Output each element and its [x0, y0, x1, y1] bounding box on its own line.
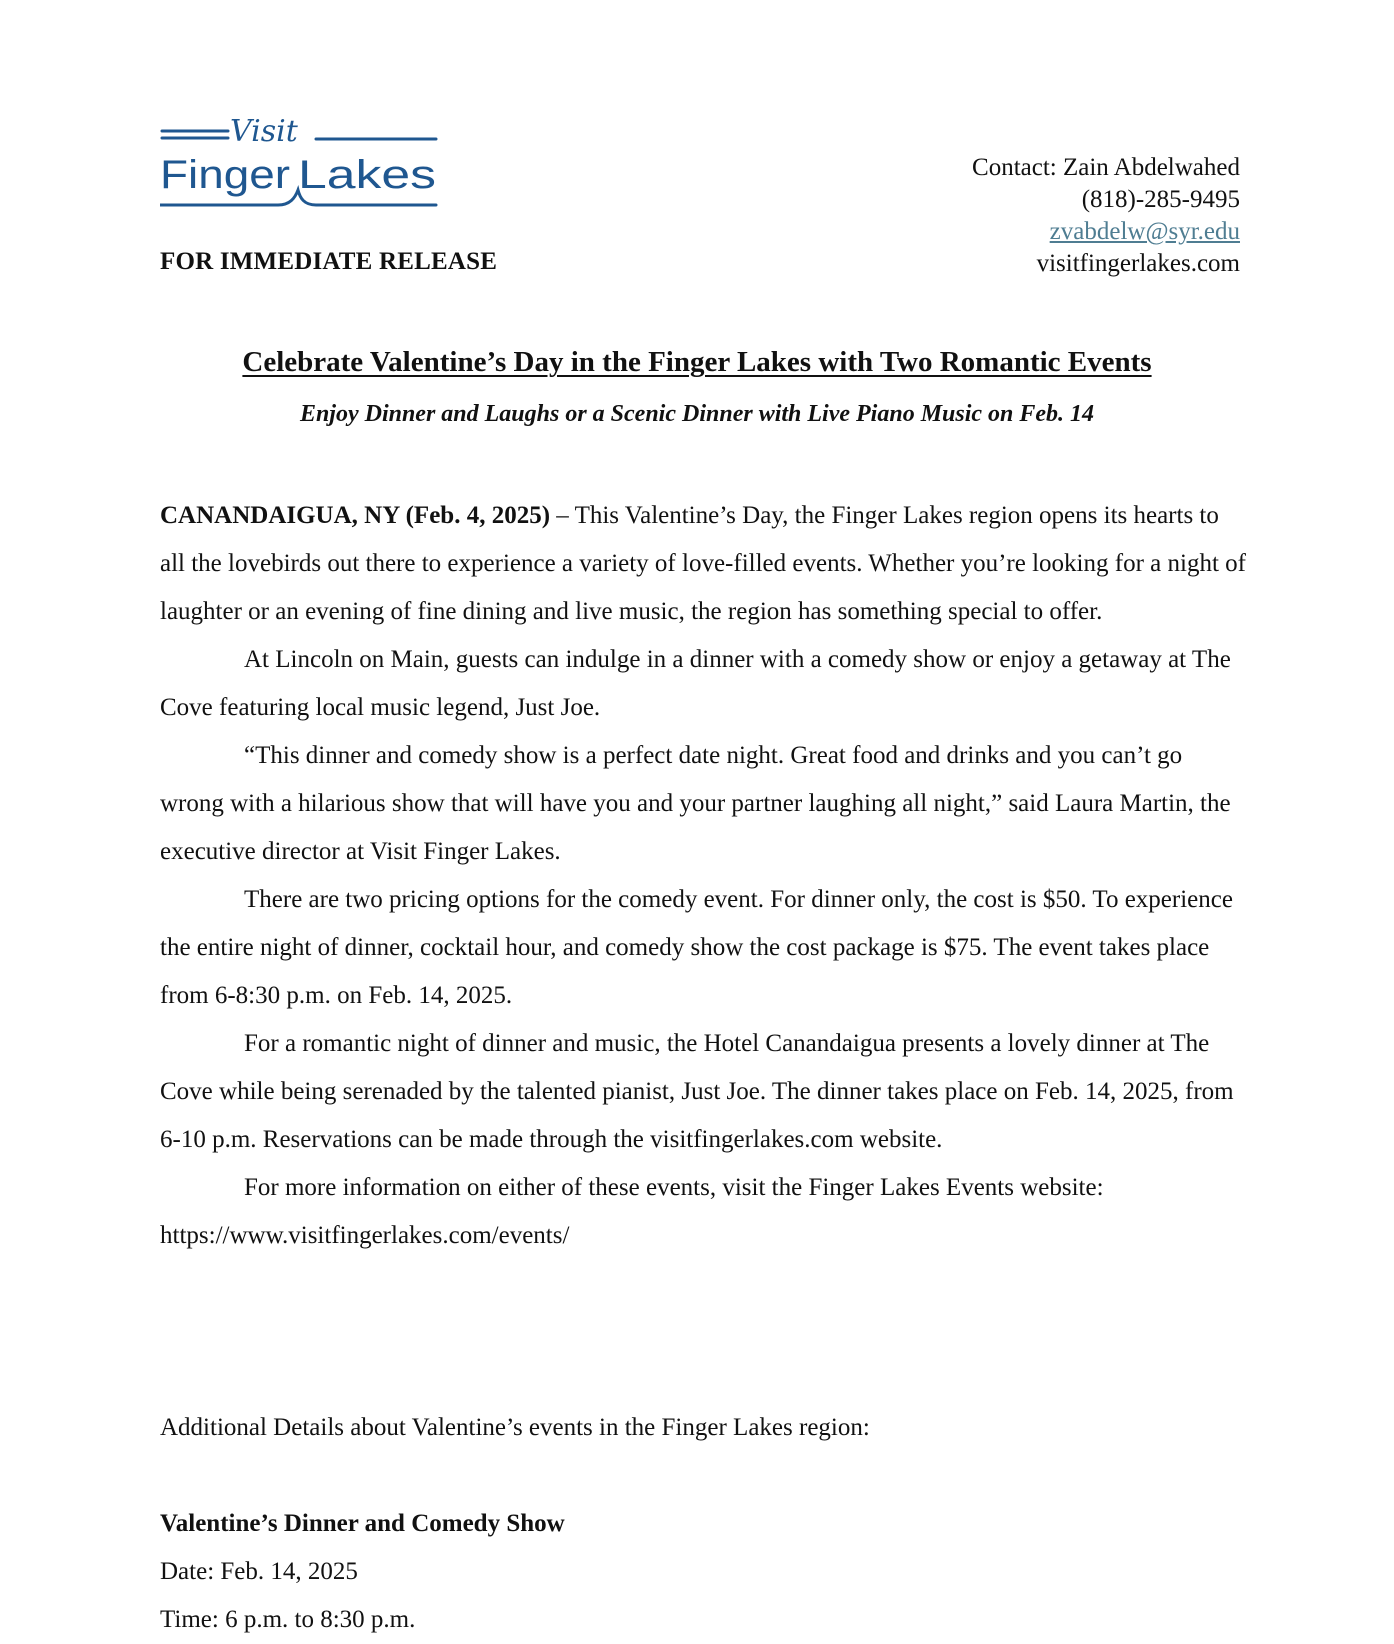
body-paragraph-1 [160, 492, 1246, 636]
logo-finger-text: Finger [160, 153, 290, 197]
event-title: Valentine’s Dinner and Comedy Show [160, 1510, 565, 1537]
event-time: Time: 6 p.m. to 8:30 p.m. [160, 1606, 416, 1633]
body-paragraph-3: “This dinner and comedy show is a perfect date night. Great food and drinks and you can’t go wrong with a hilarious show that will have you and your partner laughing all night,” said Laura Martin, the executive director at Visit Finger Lakes. [160, 742, 1231, 865]
event-date: Date: Feb. 14, 2025 [160, 1558, 358, 1585]
contact-name: Contact: Zain Abdelwahed [972, 154, 1240, 181]
body-text [160, 492, 1246, 1260]
logo-lakes-text: Lakes [298, 153, 436, 197]
contact-website: visitfingerlakes.com [1036, 250, 1240, 277]
event-details [160, 1500, 565, 1644]
dateline: CANANDAIGUA, NY (Feb. 4, 2025) [160, 502, 551, 529]
body-paragraph-1-text: – This Valentine’s Day, the Finger Lakes region opens its hearts to all the lovebirds out there to experience a variety of love-filled events. Whether you’re looking for a night of laughter or an evening of fine dining and live music, the region has something special to offer. [160, 502, 1246, 625]
headline: Celebrate Valentine’s Day in the Finger Lakes with Two Romantic Events [242, 346, 1152, 378]
logo-script-text: Visit [230, 114, 298, 149]
body-paragraph-4: There are two pricing options for the comedy event. For dinner only, the cost is $50. To experience the entire night of dinner, cocktail hour, and comedy show the cost package is $75. The event takes place from 6-8:30 p.m. on Feb. 14, 2025. [160, 886, 1233, 1009]
visit-finger-lakes-logo [160, 112, 460, 224]
contact-phone: (818)-285-9495 [1081, 186, 1240, 213]
contact-block [972, 152, 1240, 280]
additional-details-heading: Additional Details about Valentine’s events in the Finger Lakes region: [160, 1414, 870, 1441]
contact-email-link[interactable]: zvabdelw@syr.edu [1049, 218, 1240, 245]
subheadline: Enjoy Dinner and Laughs or a Scenic Dinner with Live Piano Music on Feb. 14 [299, 401, 1095, 427]
body-paragraph-2: At Lincoln on Main, guests can indulge in a dinner with a comedy show or enjoy a getaway at The Cove featuring local music legend, Just Joe. [160, 646, 1231, 721]
body-paragraph-5: For a romantic night of dinner and music, the Hotel Canandaigua presents a lovely dinner at The Cove while being serenaded by the talented pianist, Just Joe. The dinner takes place on Feb. 14, 2025, from 6-10 p.m. Reservations can be made through the visitfingerlakes.com website. [160, 1030, 1234, 1153]
release-label: FOR IMMEDIATE RELEASE [160, 248, 498, 275]
body-paragraph-6: For more information on either of these events, visit the Finger Lakes Events website: https://www.visitfingerlakes.com/events/ [160, 1174, 1104, 1249]
